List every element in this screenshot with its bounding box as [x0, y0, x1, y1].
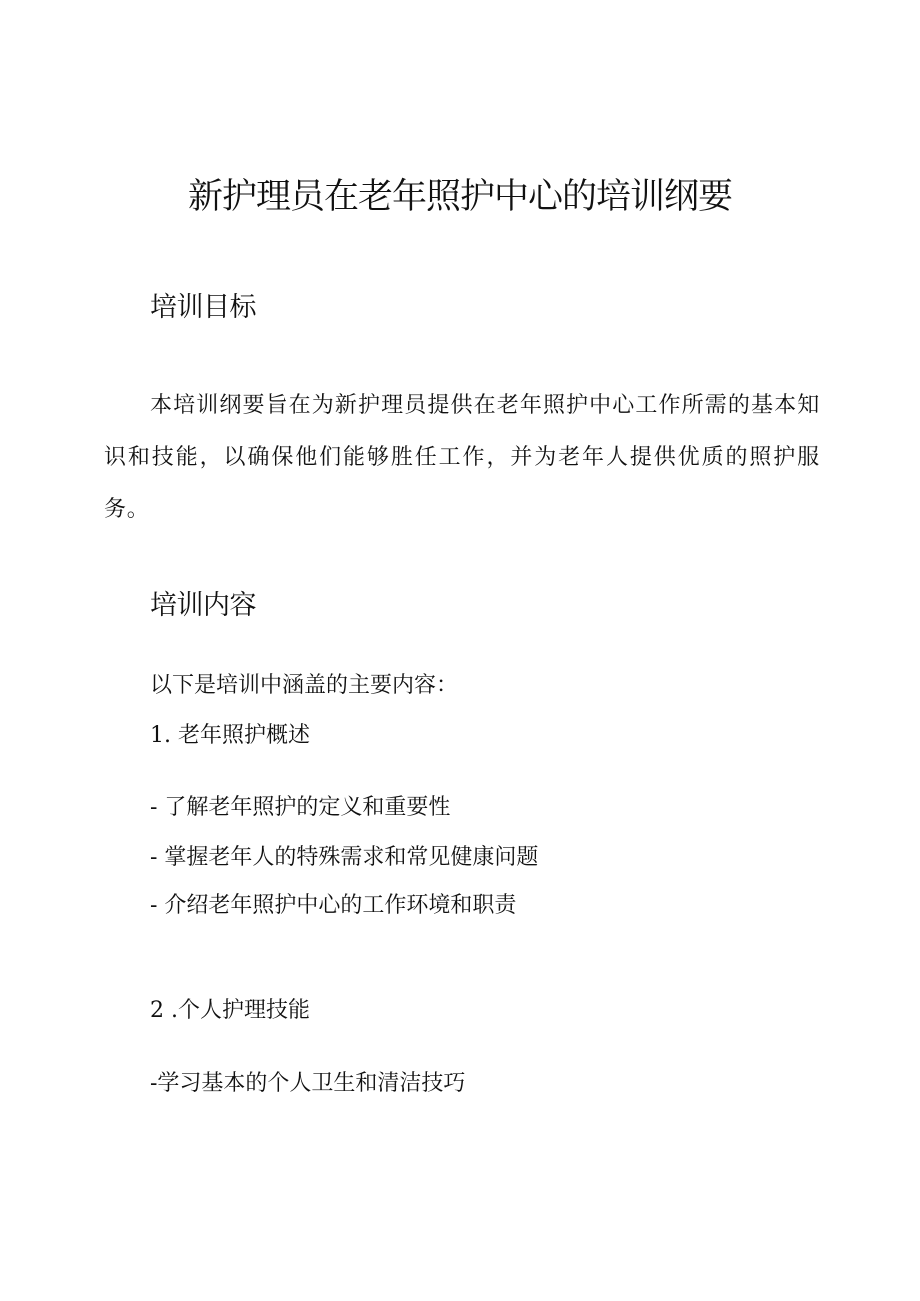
content-item-1-bullet-3: - 介绍老年照护中心的工作环境和职责 [150, 893, 517, 918]
goal-paragraph: 本培训纲要旨在为新护理员提供在老年照护中心工作所需的基本知识和技能，以确保他们能够胜任工作，并为老年人提供优质的照护服务。 [104, 393, 820, 522]
content-item-1-bullet-2: - 掌握老年人的特殊需求和常见健康问题 [150, 845, 539, 870]
section-heading-goal: 培训目标 [150, 292, 256, 323]
content-item-1-title: 1. 老年照护概述 [150, 723, 310, 748]
content-item-2-bullet-1: -学习基本的个人卫生和清洁技巧 [150, 1071, 466, 1096]
content-item-2-title: 2 .个人护理技能 [150, 998, 310, 1023]
content-item-1-bullet-1: - 了解老年照护的定义和重要性 [150, 795, 451, 820]
document-title: 新护理员在老年照护中心的培训纲要 [187, 177, 732, 217]
content-lead-text: 以下是培训中涵盖的主要内容： [150, 673, 459, 698]
section-heading-content: 培训内容 [150, 590, 256, 621]
